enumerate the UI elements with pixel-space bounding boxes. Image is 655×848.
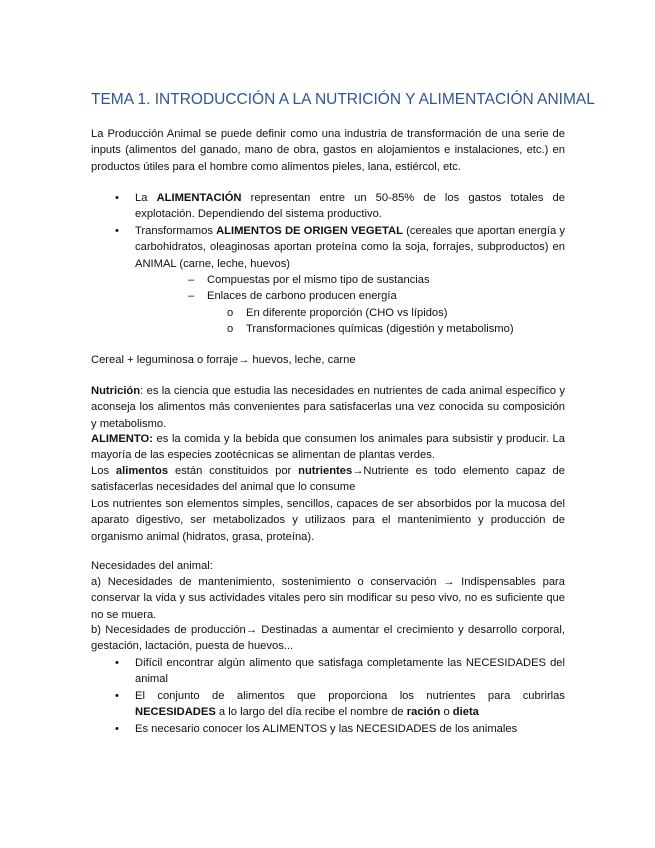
alimentos-text-post: Nutriente es todo elemento capaz de satisfacerlas necesidades del animal que lo consume: [91, 465, 565, 494]
racion-bold: ración: [406, 706, 441, 719]
necesidades-heading: Necesidades del animal:: [91, 560, 213, 572]
bullet-text-pre: El conjunto de alimentos que proporciona los nutrientes para cubrirlas: [135, 690, 565, 702]
bullet-bold-term: ALIMENTOS DE ORIGEN VEGETAL: [216, 225, 403, 237]
bullet-conocer: Es necesario conocer los ALIMENTOS y las NECESIDADES de los animales: [135, 723, 518, 735]
bullet-text-pre: Transformamos: [135, 225, 217, 237]
necesidades-produccion: b) Necesidades de producción→ Destinadas a aumentar el crecimiento y desarrollo corporal, gestación, lactación, puesta de huevos...: [91, 624, 565, 653]
nutrientes-paragraph: Los nutrientes son elementos simples, sencillos, capaces de ser absorbidos por la mucosa del aparato digestivo, ser metabolizados y utilizaos para el mantenimiento y producción de organismo animal (hidratos, grasa, proteína).: [91, 498, 565, 543]
bullet-dificil: Difícil encontrar algún alimento que satisfaga completamente las NECESIDADES del animal: [135, 657, 565, 686]
nutricion-definition: [91, 383, 565, 432]
page-title: TEMA 1. INTRODUCCIÓN A LA NUTRICIÓN Y ALIMENTACIÓN ANIMAL: [91, 91, 595, 108]
dash-item-sustancias: Compuestas por el mismo tipo de sustancias: [207, 274, 430, 286]
bullet-bold-term: ALIMENTACIÓN: [156, 192, 242, 204]
bullet-transformamos: [135, 223, 565, 272]
alimentos-text-pre: Los: [91, 465, 116, 477]
bullet-marker: •: [115, 225, 119, 237]
cereal-line: Cereal + leguminosa o forraje→ huevos, leche, carne: [91, 354, 356, 366]
bullet-marker: •: [115, 192, 119, 204]
dash-marker: –: [188, 290, 195, 302]
alimentos-text-mid: están constituidos por: [168, 465, 299, 477]
dieta-bold: dieta: [452, 706, 479, 719]
nutrientes-bold: nutrientes→: [298, 465, 364, 477]
bullet-text-pre: La: [135, 192, 157, 204]
sub-marker: o: [227, 323, 234, 335]
bullet-conjunto: [135, 688, 565, 721]
alimentos-definition: [91, 463, 565, 496]
necesidades-mantenimiento: a) Necesidades de mantenimiento, sostenimiento o conservación → Indispensables para conservar la vida y sus actividades vitales pero sin modificar su peso vivo, no es suficiente que no se muera.: [91, 576, 565, 621]
dash-item-enlaces: Enlaces de carbono producen energía: [207, 290, 397, 302]
sub-item-transformaciones: Transformaciones químicas (digestión y metabolismo): [246, 323, 514, 335]
bullet-marker: •: [115, 657, 119, 669]
dash-marker: –: [188, 274, 195, 286]
nutricion-text: : es la ciencia que estudia las necesidades en nutrientes de cada animal específico y aconseja los alimentos más convenientes para satisfacerlas una vez conocida su composición y metabolismo.: [91, 385, 565, 430]
bullet-text-post: (cereales que aportan energía y carbohidratos, oleaginosas aportan proteína como la soja, forrajes, subproductos) en ANIMAL (carne, leche, huevos): [135, 225, 565, 270]
intro-paragraph: La Producción Animal se puede definir como una industria de transformación de una serie de inputs (alimentos del ganado, mano de obra, gastos en alojamientos e instalaciones, etc.) en productos útiles para el hombre como alimentos pieles, lana, estiércol, etc.: [91, 128, 565, 173]
bullet-alimentacion: [135, 190, 565, 223]
sub-marker: o: [227, 307, 234, 319]
alimentos-bold: alimentos: [115, 465, 169, 477]
bullet-text-post: representan entre un 50-85% de los gastos totales de explotación. Dependiendo del sistema productivo.: [135, 192, 565, 221]
bullet-marker: •: [115, 723, 119, 735]
bullet-marker: •: [115, 690, 119, 702]
alimento-term: ALIMENTO:: [91, 433, 153, 445]
sub-item-proporcion: En diferente proporción (CHO vs lípidos): [246, 307, 448, 319]
bullet-text-and: o: [440, 706, 453, 719]
alimento-definition: [91, 431, 565, 464]
alimento-text: es la comida y la bebida que consumen los animales para subsistir y producir. La mayoría de las especies zootécnicas se alimentan de plantas verdes.: [91, 433, 565, 462]
bullet-text-mid: a lo largo del día recibe el nombre de: [215, 706, 407, 719]
nutricion-term: Nutrición: [91, 385, 141, 397]
necesidades-bold: NECESIDADES: [135, 706, 216, 719]
